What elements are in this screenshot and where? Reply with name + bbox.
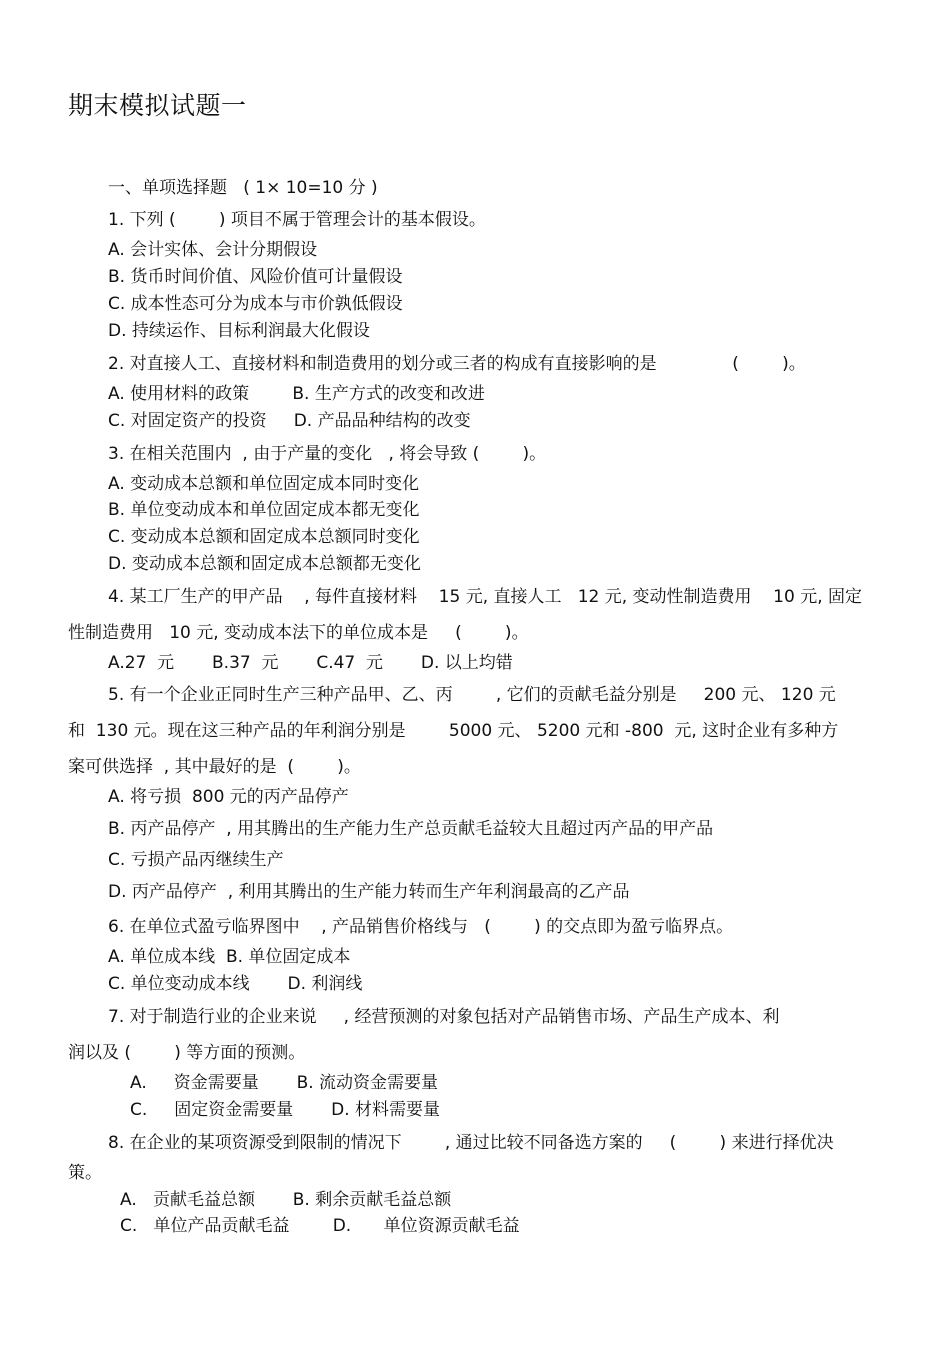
page-title: 期末模拟试题一 — [68, 91, 247, 120]
section-heading: 一、单项选择题 ( 1× 10=10 分 ) — [108, 178, 378, 198]
option-line: D. 丙产品停产 , 利用其腾出的生产能力转而生产年利润最高的乙产品 — [108, 882, 630, 902]
option-line: A. 会计实体、会计分期假设 — [108, 240, 318, 260]
question-1: 1. 下列 ( ) 项目不属于管理会计的基本假设。 — [108, 210, 486, 230]
question-4-cont: 性制造费用 10 元, 变动成本法下的单位成本是 ( )。 — [68, 623, 529, 643]
option-line: D. 持续运作、目标利润最大化假设 — [108, 321, 370, 341]
question-6: 6. 在单位式盈亏临界图中 , 产品销售价格线与 ( ) 的交点即为盈亏临界点。 — [108, 917, 734, 937]
option-line: C. 固定资金需要量 D. 材料需要量 — [130, 1100, 441, 1120]
question-7: 7. 对于制造行业的企业来说 , 经营预测的对象包括对产品销售市场、产品生产成本、利 — [108, 1007, 780, 1027]
question-5-cont: 和 130 元。现在这三种产品的年利润分别是 5000 元、 5200 元和 -800 元, 这时企业有多种方 — [68, 721, 839, 741]
option-line: C. 变动成本总额和固定成本总额同时变化 — [108, 527, 420, 547]
option-line: A. 资金需要量 B. 流动资金需要量 — [130, 1073, 439, 1093]
question-5: 5. 有一个企业正同时生产三种产品甲、乙、丙 , 它们的贡献毛益分别是 200 元、 120 元 — [108, 685, 836, 705]
option-line: B. 单位变动成本和单位固定成本都无变化 — [108, 500, 420, 520]
option-line: A. 变动成本总额和单位固定成本同时变化 — [108, 474, 420, 494]
option-line: A. 将亏损 800 元的丙产品停产 — [108, 787, 349, 807]
option-line: C. 亏损产品丙继续生产 — [108, 850, 284, 870]
option-line: C. 单位产品贡献毛益 D. 单位资源贡献毛益 — [120, 1216, 520, 1236]
question-8-cont: 策。 — [68, 1163, 102, 1183]
option-line: B. 货币时间价值、风险价值可计量假设 — [108, 267, 403, 287]
question-8: 8. 在企业的某项资源受到限制的情况下 , 通过比较不同备选方案的 ( ) 来进行择优决 — [108, 1133, 834, 1153]
question-4: 4. 某工厂生产的甲产品 , 每件直接材料 15 元, 直接人工 12 元, 变动性制造费用 10 元, 固定 — [108, 587, 863, 607]
option-line: A. 单位成本线 B. 单位固定成本 — [108, 947, 351, 967]
option-line: A. 使用材料的政策 B. 生产方式的改变和改进 — [108, 384, 485, 404]
question-3: 3. 在相关范围内 , 由于产量的变化 , 将会导致 ( )。 — [108, 444, 547, 464]
option-line: C. 成本性态可分为成本与市价孰低假设 — [108, 294, 403, 314]
option-line: C. 单位变动成本线 D. 利润线 — [108, 974, 363, 994]
option-line: B. 丙产品停产 , 用其腾出的生产能力生产总贡献毛益较大且超过丙产品的甲产品 — [108, 819, 714, 839]
question-5-cont: 案可供选择 , 其中最好的是 ( )。 — [68, 757, 361, 777]
option-line: A. 贡献毛益总额 B. 剩余贡献毛益总额 — [120, 1190, 452, 1210]
question-2: 2. 对直接人工、直接材料和制造费用的划分或三者的构成有直接影响的是 ( )。 — [108, 354, 806, 374]
option-line: A.27 元 B.37 元 C.47 元 D. 以上均错 — [108, 653, 513, 673]
option-line: D. 变动成本总额和固定成本总额都无变化 — [108, 554, 421, 574]
option-line: C. 对固定资产的投资 D. 产品品种结构的改变 — [108, 411, 471, 431]
question-7-cont: 润以及 ( ) 等方面的预测。 — [68, 1043, 306, 1063]
